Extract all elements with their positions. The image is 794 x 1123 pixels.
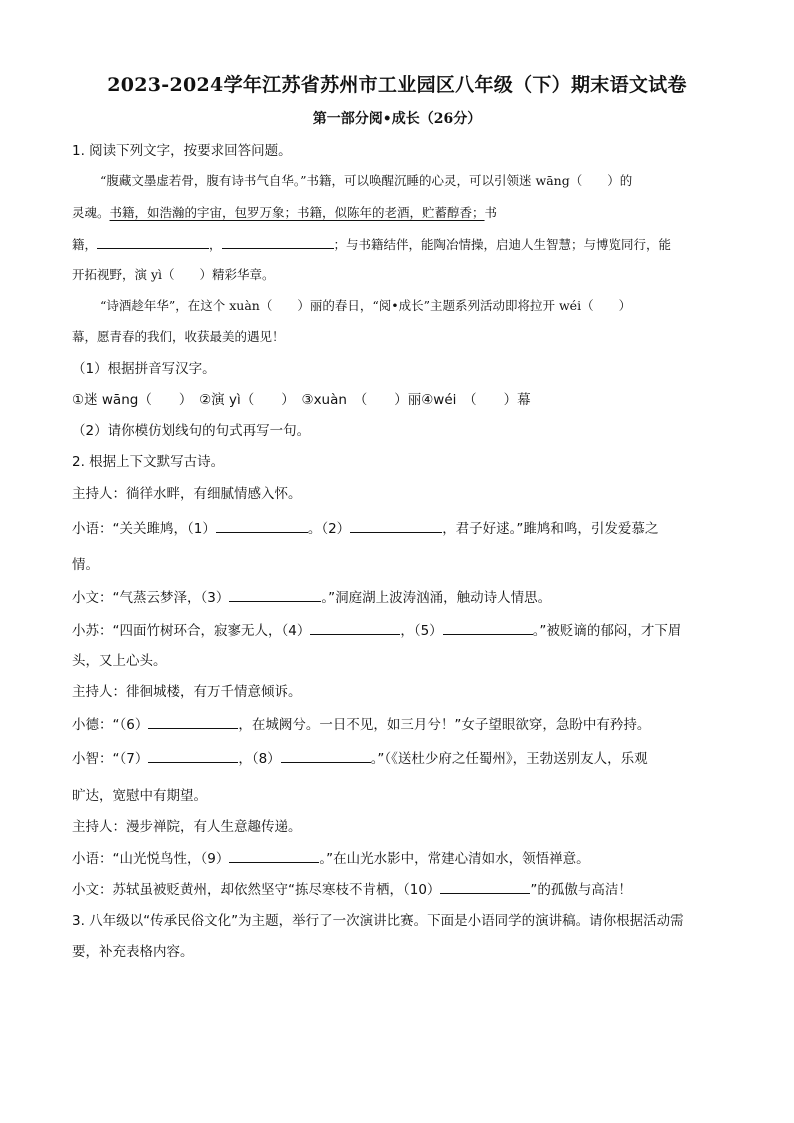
dialogue-text: ，（5） xyxy=(400,623,443,639)
dialogue-line xyxy=(72,848,590,869)
section-title: 第一部分阅•成长（26分） xyxy=(312,111,482,127)
dialogue-text: 。”洞庭湖上波涛汹涌，触动诗人情思。 xyxy=(321,590,552,606)
dialogue-text: 小语：“关关雎鸠，（1） xyxy=(72,521,216,537)
dialogue-line xyxy=(72,879,632,900)
answer-blank[interactable] xyxy=(97,234,209,249)
passage-text: 灵魂。 xyxy=(72,205,110,220)
answer-blank[interactable] xyxy=(148,748,238,763)
dialogue-line: 旷达，宽慰中有期望。 xyxy=(72,788,207,804)
answer-blank[interactable] xyxy=(310,620,400,635)
dialogue-line: 头，又上心头。 xyxy=(72,653,167,669)
dialogue-text: ，（8） xyxy=(238,751,281,767)
passage-text: 籍， xyxy=(72,237,98,252)
pinyin-items: ①迷 wāng（ ） ②演 yì（ ） ③xuàn （ ）丽④wéi （ ）幕 xyxy=(72,392,531,408)
dialogue-text: 小文：“气蒸云梦泽，（3） xyxy=(72,590,230,606)
dialogue-text: ”的孤傲与高洁！ xyxy=(530,882,632,898)
passage-text: ；与书籍结伴，能陶冶情操，启迪人生智慧；与博览同行，能 xyxy=(333,237,672,252)
answer-blank[interactable] xyxy=(229,587,321,602)
dialogue-text: 。”在山光水影中，常建心清如水，领悟禅意。 xyxy=(319,851,590,867)
passage-line xyxy=(72,234,671,255)
dialogue-text: 。”（《送杜少府之任蜀州》，王勃送别友人，乐观 xyxy=(370,751,648,767)
dialogue-line: 情。 xyxy=(72,557,99,573)
dialogue-text: 。”被贬谪的郁闷，才下眉 xyxy=(532,623,682,639)
dialogue-text: ，在城阙兮。一日不见，如三月兮！”女子望眼欲穿，急盼中有矜持。 xyxy=(238,717,651,733)
answer-blank[interactable] xyxy=(229,848,319,863)
dialogue-text: 小语：“山光悦鸟性，（9） xyxy=(72,851,230,867)
answer-blank[interactable] xyxy=(281,748,371,763)
dialogue-line xyxy=(72,620,681,641)
passage-line: “诗酒趁年华”，在这个 xuàn（ ）丽的春日，“阅•成长”主题系列活动即将拉开 wéi（ ） xyxy=(100,298,632,313)
answer-blank[interactable] xyxy=(148,714,238,729)
dialogue-line xyxy=(72,518,658,539)
passage-line: 幕，愿青春的我们，收获最美的遇见！ xyxy=(72,329,285,344)
sub-question-2: （2）请你模仿划线句的句式再写一句。 xyxy=(72,423,311,439)
dialogue-text: 。（2） xyxy=(307,521,351,537)
answer-blank[interactable] xyxy=(350,518,442,533)
question-3-stem-cont: 要，补充表格内容。 xyxy=(72,944,194,960)
underlined-sentence: 书籍，如浩瀚的宇宙，包罗万象；书籍，似陈年的老酒，贮蓄醇香； xyxy=(109,205,485,220)
dialogue-text: 小苏：“四面竹树环合，寂寥无人，（4） xyxy=(72,623,311,639)
question-3-stem: 3. 八年级以“传承民俗文化”为主题，举行了一次演讲比赛。下面是小语同学的演讲稿。请你根据活动需 xyxy=(72,913,684,929)
dialogue-line xyxy=(72,587,551,608)
page-title: 2023-2024学年江苏省苏州市工业园区八年级（下）期末语文试卷 xyxy=(107,74,687,96)
dialogue-line xyxy=(72,748,648,769)
question-1-stem: 1. 阅读下列文字，按要求回答问题。 xyxy=(72,143,292,159)
answer-blank[interactable] xyxy=(440,879,530,894)
passage-text: ， xyxy=(209,237,222,252)
dialogue-text: 小智：“（7） xyxy=(72,751,149,767)
dialogue-line xyxy=(72,714,650,735)
dialogue-text: 小文：苏轼虽被贬黄州，却依然坚守“拣尽寒枝不肯栖，（10） xyxy=(72,882,441,898)
dialogue-text: 小德：“（6） xyxy=(72,717,149,733)
dialogue-text: ，君子好逑。”雎鸠和鸣，引发爱慕之 xyxy=(442,521,659,537)
question-2-stem: 2. 根据上下文默写古诗。 xyxy=(72,454,225,470)
dialogue-line: 主持人：漫步禅院，有人生意趣传递。 xyxy=(72,819,302,835)
passage-line xyxy=(72,203,497,223)
passage-text: 书 xyxy=(484,205,498,220)
dialogue-line: 主持人：徜徉水畔，有细腻情感入怀。 xyxy=(72,486,302,502)
answer-blank[interactable] xyxy=(222,234,334,249)
answer-blank[interactable] xyxy=(443,620,533,635)
dialogue-line: 主持人：徘徊城楼，有万千情意倾诉。 xyxy=(72,684,302,700)
answer-blank[interactable] xyxy=(216,518,308,533)
passage-line: “腹藏文墨虚若骨，腹有诗书气自华。”书籍，可以唤醒沉睡的心灵，可以引领迷 wāng（ ）的 xyxy=(100,173,633,188)
passage-line: 开拓视野，演 yì（ ）精彩华章。 xyxy=(72,267,275,282)
sub-question-1: （1）根据拼音写汉字。 xyxy=(72,361,216,377)
